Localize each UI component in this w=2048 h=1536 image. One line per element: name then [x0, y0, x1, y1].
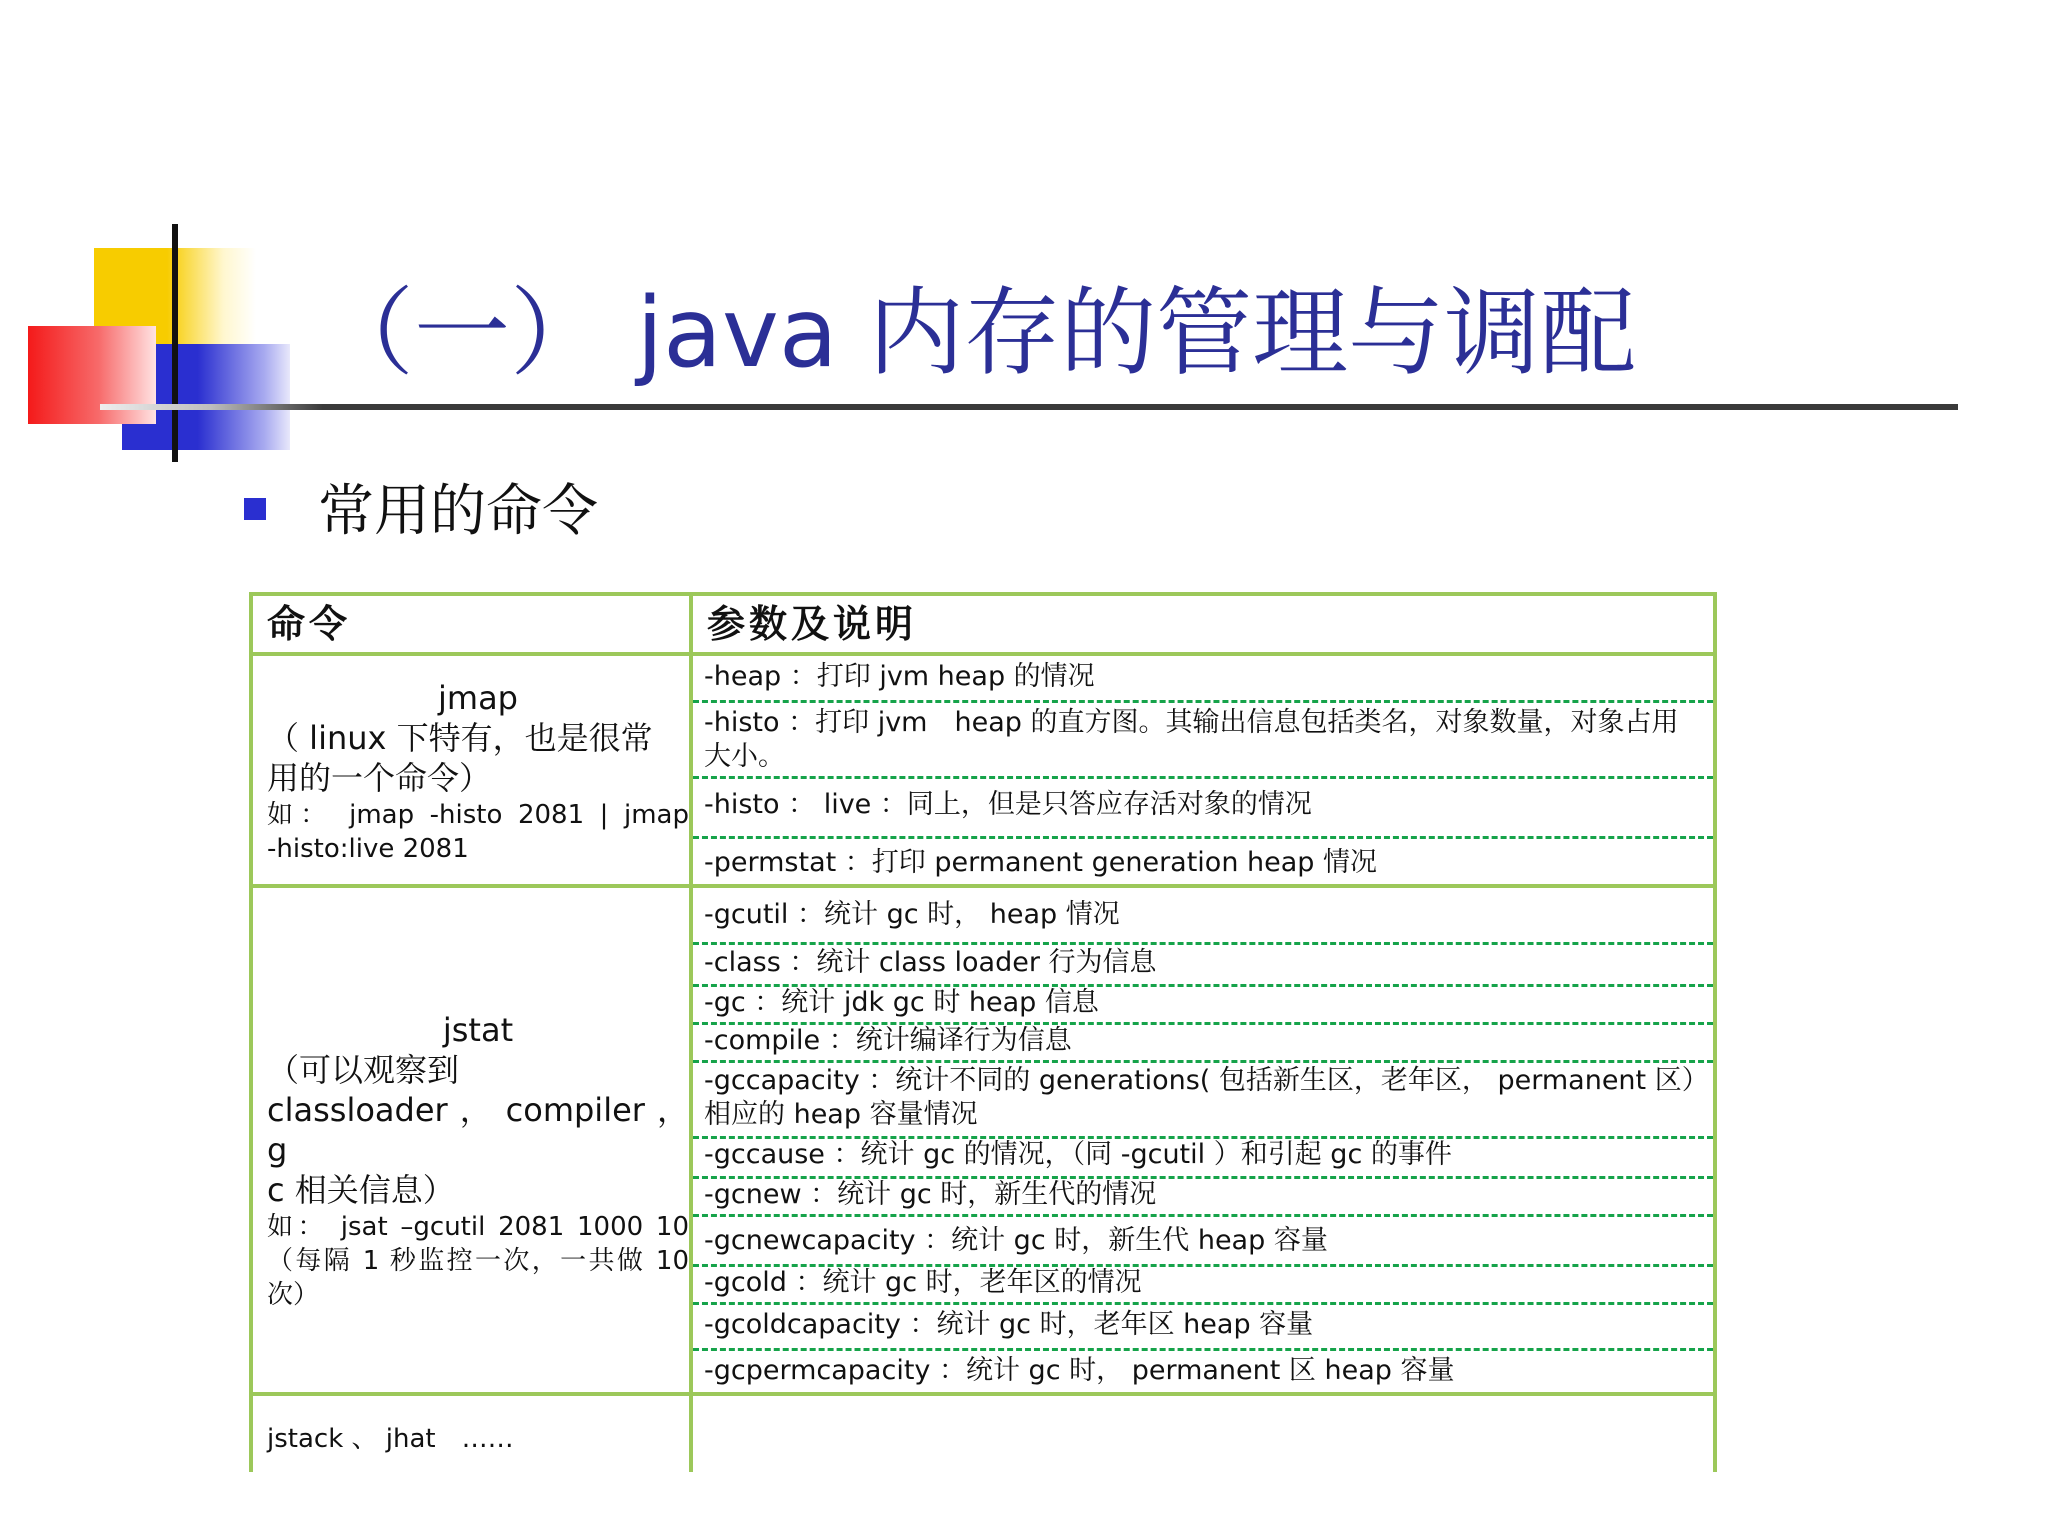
- dash-divider: [693, 942, 1713, 945]
- other-commands: jstack 、 jhat ……: [267, 1424, 514, 1454]
- dash-divider: [693, 1214, 1713, 1217]
- row-divider-jmap: [249, 884, 1717, 888]
- jmap-example-line1: 如： jmap -histo 2081 | jmap: [267, 800, 689, 830]
- jstat-param-gcnew: -gcnew ：统计 gc 时，新生代的情况: [704, 1179, 1157, 1210]
- other-commands-cell: [267, 1422, 689, 1456]
- table-border-top: [249, 592, 1717, 596]
- jstat-desc-line3: c 相关信息）: [267, 1171, 455, 1209]
- dash-divider: [693, 836, 1713, 839]
- jstat-name: jstat: [442, 1011, 514, 1049]
- jstat-desc-line2: classloader ， compiler ， g: [267, 1091, 689, 1169]
- dash-divider: [693, 1348, 1713, 1351]
- jstat-param-gcpermcapacity: -gcpermcapacity ：统计 gc 时， permanent 区 heap 容量: [704, 1355, 1455, 1386]
- jstat-cell: [267, 1010, 689, 1312]
- dash-divider: [693, 1060, 1713, 1063]
- header-params: 参数及说明: [707, 602, 918, 646]
- table-border-right: [1713, 592, 1717, 1472]
- slide-title: （一） java 内存的管理与调配: [318, 277, 1637, 389]
- jmap-cell: [267, 678, 689, 866]
- jstat-param-class: -class ：统计 class loader 行为信息: [704, 947, 1157, 978]
- logo-vertical-bar: [172, 224, 178, 462]
- jstat-param-compile: -compile ：统计编译行为信息: [704, 1025, 1072, 1056]
- jmap-param-histo-live: -histo ： live ：同上，但是只答应存活对象的情况: [704, 789, 1312, 820]
- jmap-param-histo: -histo ：打印 jvm heap 的直方图。其输出信息包括类名，对象数量，对象占用大小。: [704, 707, 1679, 772]
- jmap-param-heap: -heap ：打印 jvm heap 的情况: [704, 661, 1095, 692]
- jstat-param-gcold: -gcold ：统计 gc 时，老年区的情况: [704, 1267, 1142, 1298]
- bullet-square-icon: [244, 498, 266, 520]
- jstat-param-gcnewcapacity: -gcnewcapacity ：统计 gc 时，新生代 heap 容量: [704, 1225, 1328, 1256]
- dash-divider: [693, 1302, 1713, 1305]
- header-divider: [249, 652, 1717, 656]
- jstat-param-gccause: -gccause ：统计 gc 的情况，（同 -gcutil ）和引起 gc 的事件: [704, 1139, 1452, 1170]
- jstat-param-gccapacity: -gccapacity ：统计不同的 generations( 包括新生区，老年区， permanent 区）相应的 heap 容量情况: [704, 1065, 1696, 1130]
- table-border-left: [249, 592, 253, 1472]
- title-underline: [100, 404, 1958, 410]
- dash-divider: [693, 776, 1713, 779]
- bullet-text: 常用的命令: [318, 479, 598, 544]
- jmap-desc-line1: （ linux 下特有，也是很常: [267, 719, 653, 757]
- table-column-divider: [689, 592, 693, 1472]
- header-command: 命令: [267, 602, 352, 646]
- row-divider-jstat: [249, 1392, 1717, 1396]
- dash-divider: [693, 700, 1713, 703]
- jmap-desc-line2: 用的一个命令）: [267, 759, 492, 797]
- jmap-example-line2: -histo:live 2081: [267, 834, 469, 864]
- jmap-name: jmap: [438, 679, 518, 717]
- jstat-example-line3: 次）: [267, 1280, 320, 1310]
- jstat-param-gcutil: -gcutil ：统计 gc 时， heap 情况: [704, 899, 1120, 930]
- jstat-desc-line1: （可以观察到: [267, 1051, 460, 1089]
- jstat-param-gc: -gc ：统计 jdk gc 时 heap 信息: [704, 987, 1099, 1018]
- jstat-example-line1: 如： jsat –gcutil 2081 1000 10: [267, 1212, 689, 1242]
- jstat-example-line2: （每隔 1 秒监控一次，一共做 10: [267, 1246, 689, 1276]
- jmap-param-permstat: -permstat ：打印 permanent generation heap 情况: [704, 847, 1378, 878]
- commands-table: [249, 592, 1717, 1472]
- jstat-param-gcoldcapacity: -gcoldcapacity ：统计 gc 时，老年区 heap 容量: [704, 1309, 1314, 1340]
